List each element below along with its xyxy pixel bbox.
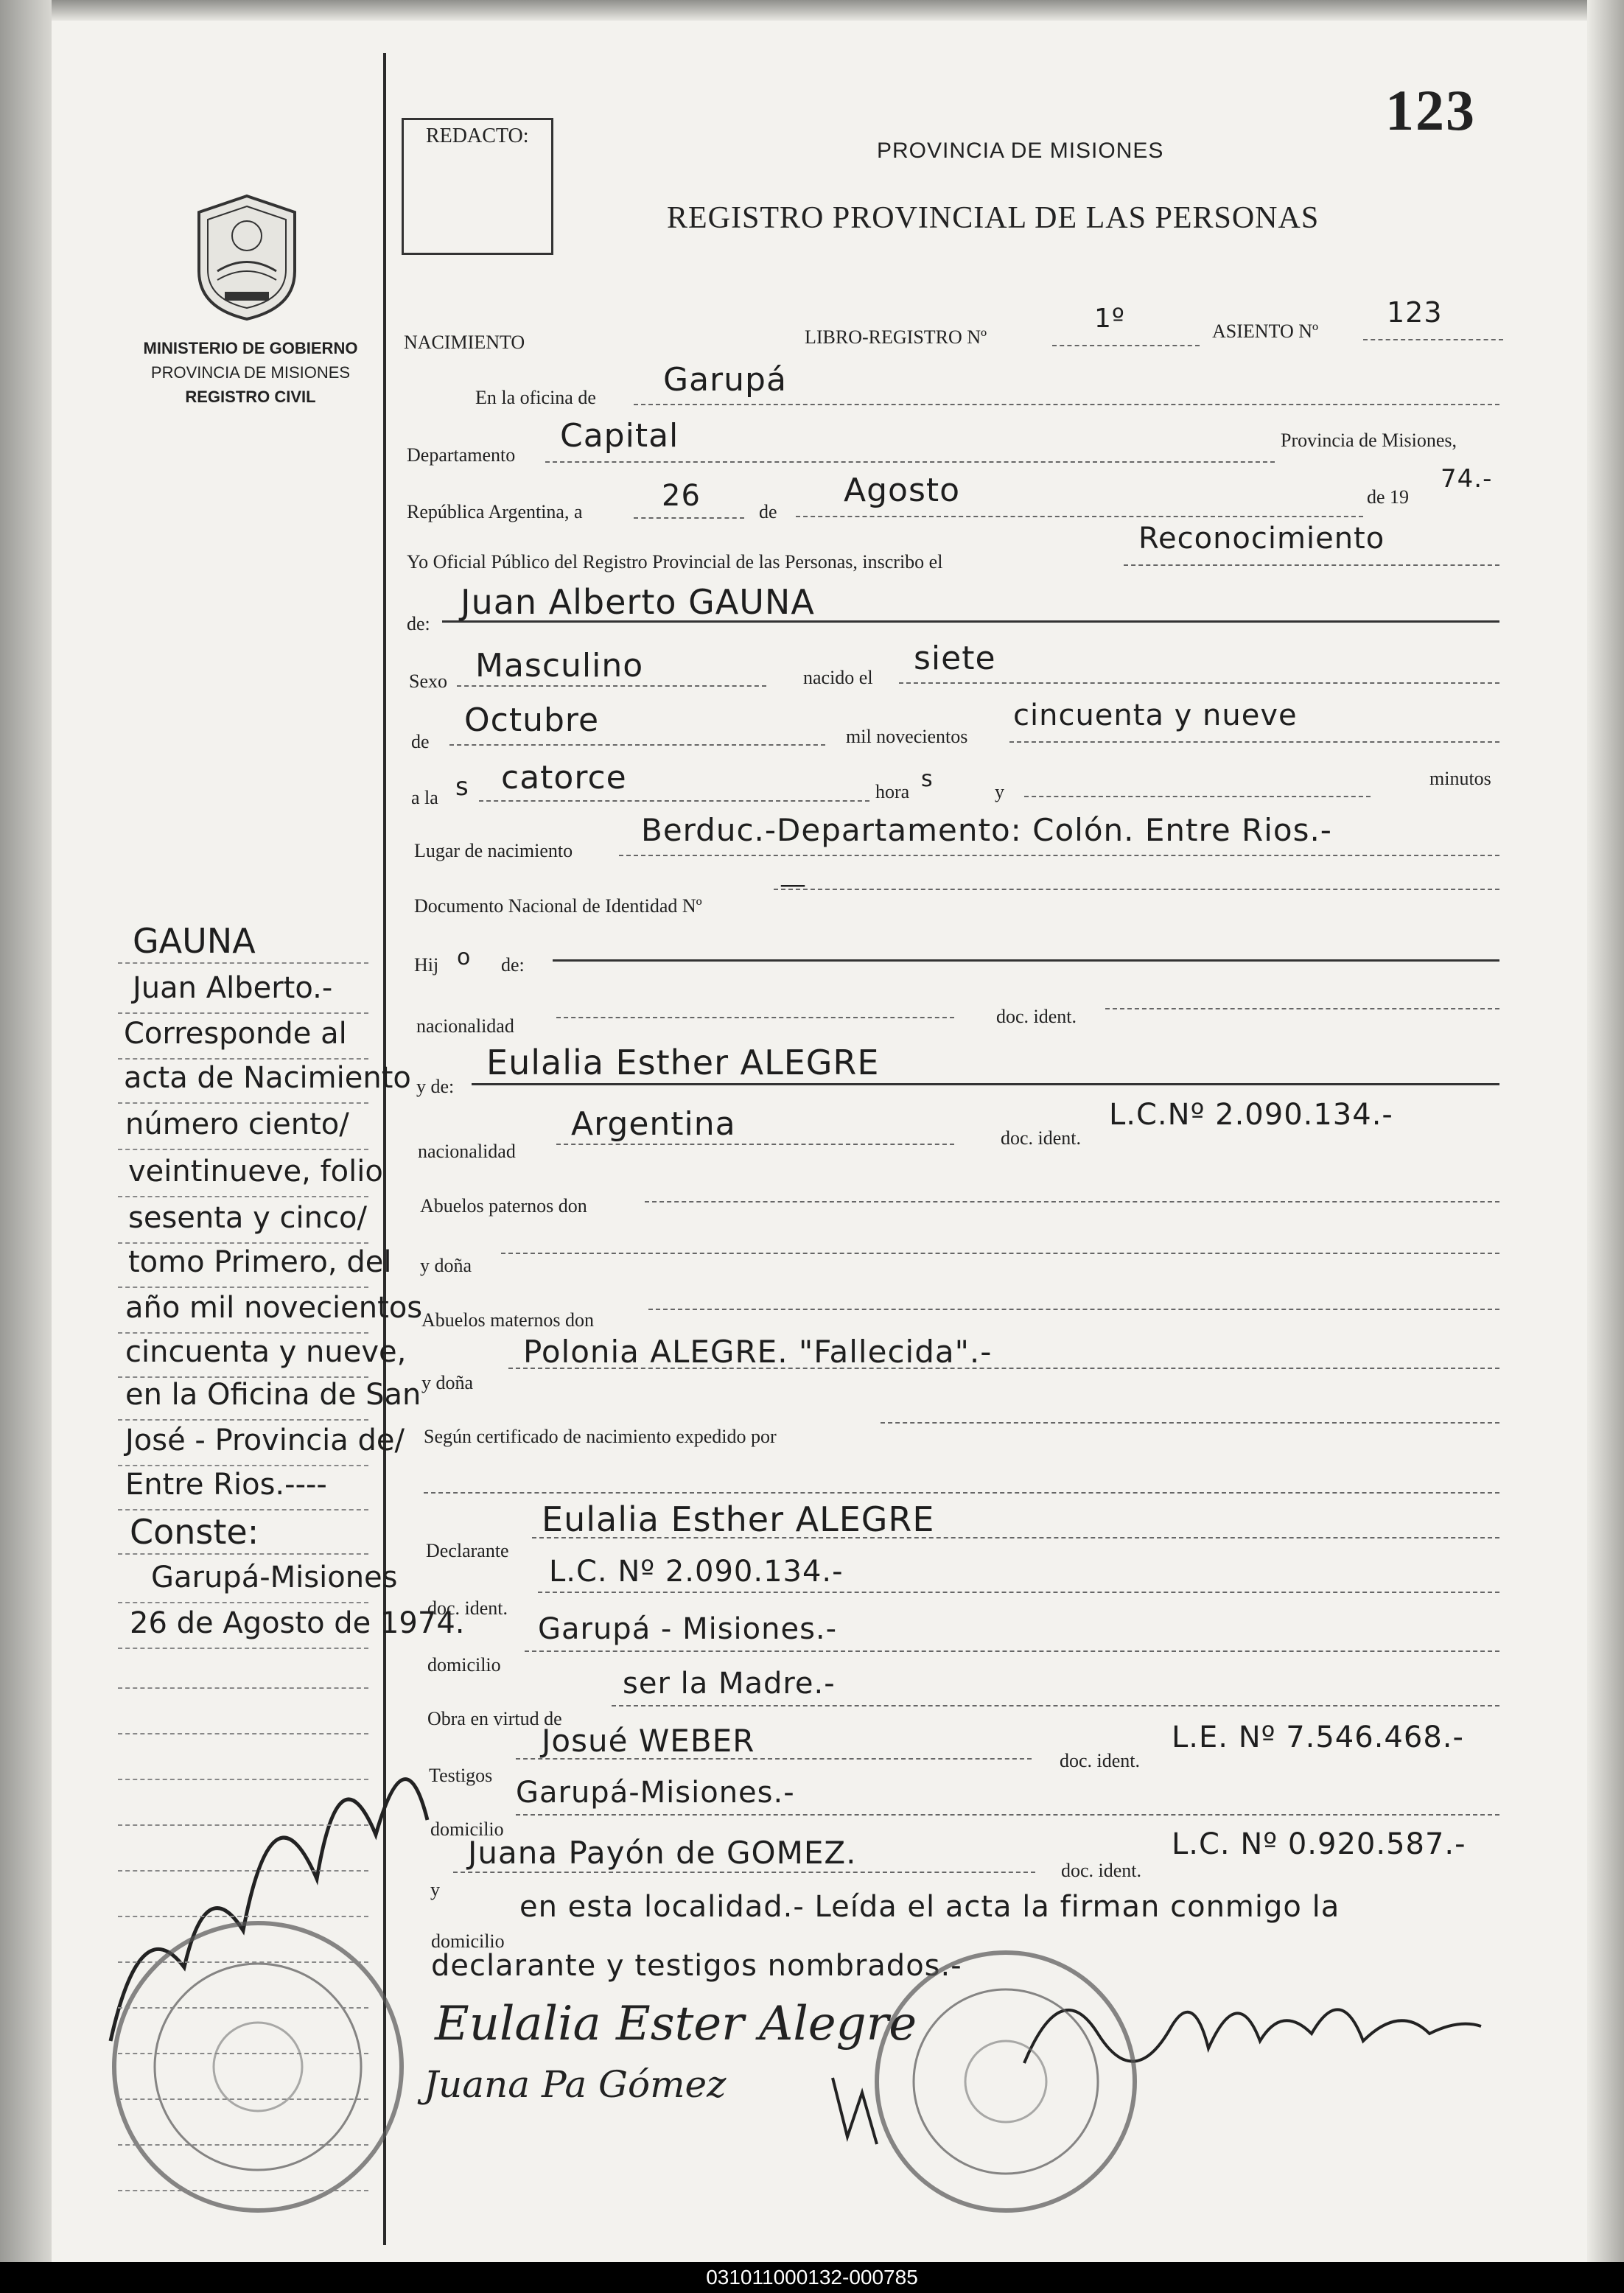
- margin-rule: [118, 1648, 368, 1649]
- margin-note-line: cincuenta y nueve,: [125, 1335, 407, 1369]
- label-provincia: Provincia de Misiones,: [1281, 430, 1457, 451]
- line-libro: [1052, 345, 1200, 346]
- margin-note-line: GAUNA: [133, 921, 256, 961]
- value-nacido-anio: cincuenta y nueve: [1013, 699, 1298, 732]
- value-testigo1-domicilio: Garupá-Misiones.-: [516, 1776, 795, 1810]
- label-ydona-p: y doña: [420, 1255, 472, 1276]
- value-testigo2: Juana Payón de GOMEZ.: [468, 1835, 857, 1871]
- line-nacionalidad-madre: [556, 1144, 954, 1145]
- line-minutos: [1024, 796, 1371, 797]
- margin-rule: [118, 1058, 368, 1060]
- label-departamento: Departamento: [407, 444, 516, 466]
- label-y: y: [995, 781, 1004, 802]
- ministry-line2: PROVINCIA DE MISIONES: [150, 363, 351, 382]
- line-asiento: [1363, 339, 1503, 340]
- page-edge-right: [1587, 0, 1624, 2262]
- margin-rule: [118, 1961, 368, 1963]
- margin-note-line: en la Oficina de San: [125, 1378, 421, 1412]
- label-asiento: ASIENTO Nº: [1212, 321, 1319, 342]
- margin-note-line: Corresponde al: [124, 1017, 347, 1051]
- label-testigos: Testigos: [429, 1765, 493, 1786]
- value-inscribo: Reconocimiento: [1138, 522, 1385, 556]
- redacto-box: [402, 118, 553, 255]
- value-sexo: Masculino: [475, 647, 644, 685]
- margin-rule: [118, 1870, 368, 1872]
- value-dni: —: [780, 869, 807, 900]
- margin-rule: [118, 1779, 368, 1780]
- value-obra: ser la Madre.-: [623, 1667, 836, 1701]
- label-segun: Según certificado de nacimiento expedido por: [424, 1426, 777, 1447]
- value-lugar: Berduc.-Departamento: Colón. Entre Rios.-: [641, 812, 1332, 848]
- label-ala: a la: [411, 787, 438, 808]
- margin-rule: [118, 1242, 368, 1244]
- value-hora: catorce: [501, 759, 627, 797]
- value-declarante-doc: L.C. Nº 2.090.134.-: [549, 1555, 844, 1589]
- value-libro: 1º: [1094, 304, 1125, 334]
- line-dia: [634, 517, 744, 519]
- value-dia: 26: [662, 479, 701, 513]
- official-stamp-right-icon: [866, 1942, 1146, 2222]
- margin-rule: [118, 2098, 368, 2100]
- label-nacido: nacido el: [803, 667, 873, 688]
- label-oficial: Yo Oficial Público del Registro Provincial de las Personas, inscribo el: [407, 551, 943, 573]
- line-hora: [479, 800, 869, 802]
- page-edge-top: [0, 0, 1624, 21]
- label-nacionalidad-madre: nacionalidad: [418, 1141, 516, 1162]
- value-madre-nacionalidad: Argentina: [571, 1105, 736, 1143]
- margin-note-line: acta de Nacimiento: [124, 1061, 411, 1095]
- margin-rule: [118, 1553, 368, 1555]
- value-declarante: Eulalia Esther ALEGRE: [542, 1499, 935, 1539]
- line-testigo2: [453, 1872, 1035, 1873]
- line-mes: [796, 516, 1363, 517]
- margin-note-line: Garupá-Misiones: [151, 1561, 398, 1594]
- value-abuela-m: Polonia ALEGRE. "Fallecida".-: [523, 1334, 993, 1370]
- label-de-mes: de: [411, 731, 430, 752]
- margin-rule: [118, 1687, 368, 1689]
- value-nacido-dia: siete: [914, 640, 996, 677]
- label-hij-de: de:: [501, 954, 525, 976]
- line-sexo: [457, 685, 766, 687]
- margin-note-line: número ciento/: [125, 1107, 349, 1141]
- line-padre: [553, 959, 1499, 962]
- value-departamento: Capital: [560, 417, 679, 455]
- page-edge-left: [0, 0, 52, 2262]
- label-lugar: Lugar de nacimiento: [414, 840, 573, 861]
- label-declarante: Declarante: [426, 1540, 509, 1561]
- ministry-line1: MINISTERIO DE GOBIERNO: [143, 339, 358, 357]
- page-number: 123: [1385, 78, 1476, 142]
- margin-note-line: veintinueve, folio: [128, 1155, 383, 1188]
- value-nombre: Juan Alberto GAUNA: [461, 582, 815, 622]
- value-testigo1-doc: L.E. Nº 7.546.468.-: [1172, 1720, 1464, 1754]
- official-stamp-left-icon: [103, 1912, 413, 2222]
- signature-testigo: Juana Pa Gómez: [424, 2063, 727, 2106]
- label-obra: Obra en virtud de: [427, 1708, 562, 1729]
- value-cierre2: declarante y testigos nombrados.-: [431, 1949, 962, 1983]
- margin-note-line: 26 de Agosto de 1974.: [130, 1606, 465, 1640]
- line-nacido-anio: [1009, 741, 1499, 743]
- signature-declarante: Eulalia Ester Alegre: [435, 1997, 917, 2051]
- label-de19: de 19: [1367, 486, 1410, 508]
- margin-rule: [118, 2053, 368, 2054]
- ministry-line3: REGISTRO CIVIL: [185, 388, 316, 406]
- line-dni: [774, 889, 1499, 890]
- margin-note-line: tomo Primero, del: [128, 1245, 392, 1279]
- label-hij: Hij: [414, 954, 439, 976]
- value-hora-suffix: s: [921, 766, 934, 792]
- line-abuelo-p: [645, 1201, 1499, 1202]
- margin-note-line: Juan Alberto.-: [133, 971, 333, 1005]
- ministry-block: [103, 336, 398, 409]
- value-hij-suffix: o: [457, 945, 472, 970]
- value-ala-suffix: s: [455, 772, 469, 802]
- label-docident-declarante: doc. ident.: [427, 1597, 508, 1619]
- label-de-nombre: de:: [407, 613, 430, 634]
- line-segun-2: [424, 1492, 1499, 1494]
- line-testigo1-domicilio: [516, 1814, 1499, 1816]
- margin-note-line: Entre Rios.----: [125, 1468, 327, 1502]
- label-abuelos-maternos: Abuelos maternos don: [421, 1309, 594, 1331]
- line-abuelo-m: [648, 1309, 1499, 1310]
- header-registry: REGISTRO PROVINCIAL DE LAS PERSONAS: [667, 201, 1320, 235]
- margin-rule: [118, 1602, 368, 1603]
- margin-note-line: sesenta y cinco/: [128, 1201, 367, 1235]
- label-mil: mil novecientos: [846, 726, 968, 747]
- value-anio: 74.-: [1441, 464, 1493, 494]
- label-docident-testigo2: doc. ident.: [1061, 1860, 1142, 1881]
- margin-rule: [118, 2144, 368, 2146]
- label-domicilio-testigo1: domicilio: [430, 1818, 504, 1840]
- label-republica: República Argentina, a: [407, 501, 583, 522]
- value-asiento: 123: [1387, 296, 1443, 329]
- label-dni: Documento Nacional de Identidad Nº: [414, 895, 702, 917]
- line-nacido: [899, 682, 1499, 684]
- line-declarante-domicilio: [525, 1650, 1499, 1652]
- line-docident-padre: [1105, 1008, 1499, 1009]
- label-abuelos-paternos: Abuelos paternos don: [420, 1195, 587, 1216]
- value-nacido-mes: Octubre: [464, 701, 600, 739]
- label-domicilio-testigo2: domicilio: [431, 1930, 505, 1952]
- header-province: PROVINCIA DE MISIONES: [877, 139, 1164, 163]
- line-segun: [881, 1422, 1499, 1424]
- line-abuela-p: [501, 1253, 1499, 1254]
- line-departamento: [545, 461, 1275, 463]
- label-ydona-m: y doña: [421, 1372, 474, 1393]
- margin-rule: [118, 1286, 368, 1288]
- value-madre: Eulalia Esther ALEGRE: [486, 1043, 880, 1082]
- margin-note-line: año mil novecientos: [125, 1291, 423, 1325]
- label-libro: LIBRO-REGISTRO Nº: [805, 326, 987, 348]
- line-inscribo: [1124, 564, 1499, 566]
- label-docident-testigo1: doc. ident.: [1060, 1750, 1141, 1771]
- line-nacido-mes: [449, 744, 825, 746]
- line-declarante-doc: [538, 1592, 1499, 1593]
- value-testigo2-doc: L.C. Nº 0.920.587.-: [1172, 1827, 1466, 1861]
- margin-rule: [118, 1196, 368, 1197]
- value-cierre1: en esta localidad.- Leída el acta la firman conmigo la: [519, 1890, 1340, 1924]
- margin-rule: [118, 1102, 368, 1104]
- margin-rule: [118, 1733, 368, 1734]
- label-nacimiento: NACIMIENTO: [404, 332, 525, 353]
- line-lugar: [619, 855, 1499, 856]
- label-domicilio-declarante: domicilio: [427, 1654, 501, 1676]
- margin-rule: [118, 1916, 368, 1917]
- redacto-label: REDACTO:: [426, 125, 529, 147]
- label-docident-madre: doc. ident.: [1001, 1127, 1082, 1149]
- label-sexo: Sexo: [409, 671, 447, 692]
- margin-rule: [118, 1332, 368, 1334]
- label-minutos: minutos: [1429, 768, 1491, 789]
- footer-code: 031011000132-000785: [0, 2262, 1624, 2293]
- label-hora: hora: [875, 781, 910, 802]
- margin-rule: [118, 1824, 368, 1826]
- label-y-testigo2: y: [430, 1879, 440, 1900]
- value-oficina: Garupá: [663, 361, 787, 399]
- margin-rule: [118, 962, 368, 964]
- value-declarante-domicilio: Garupá - Misiones.-: [538, 1612, 838, 1646]
- label-nacionalidad-padre: nacionalidad: [416, 1015, 514, 1037]
- margin-rule: [118, 2190, 368, 2191]
- value-madre-doc: L.C.Nº 2.090.134.-: [1109, 1098, 1393, 1132]
- margin-rule: [118, 1012, 368, 1014]
- margin-note-line: Conste:: [130, 1512, 259, 1552]
- line-madre: [472, 1083, 1499, 1085]
- margin-rule: [118, 1419, 368, 1421]
- margin-rule: [118, 2007, 368, 2009]
- coat-of-arms-icon: [184, 190, 309, 323]
- label-oficina: En la oficina de: [475, 387, 596, 408]
- value-mes: Agosto: [844, 472, 961, 509]
- label-yde: y de:: [416, 1076, 455, 1097]
- line-obra: [612, 1705, 1499, 1706]
- label-de: de: [759, 501, 777, 522]
- margin-rule: [118, 1465, 368, 1466]
- margin-rule: [118, 1509, 368, 1510]
- label-docident-padre: doc. ident.: [996, 1006, 1077, 1027]
- margin-rule: [118, 1149, 368, 1150]
- line-nacionalidad-padre: [556, 1017, 954, 1018]
- value-testigo1: Josué WEBER: [542, 1723, 755, 1759]
- margin-note-line: José - Provincia de/: [125, 1424, 405, 1457]
- line-oficina: [634, 404, 1499, 405]
